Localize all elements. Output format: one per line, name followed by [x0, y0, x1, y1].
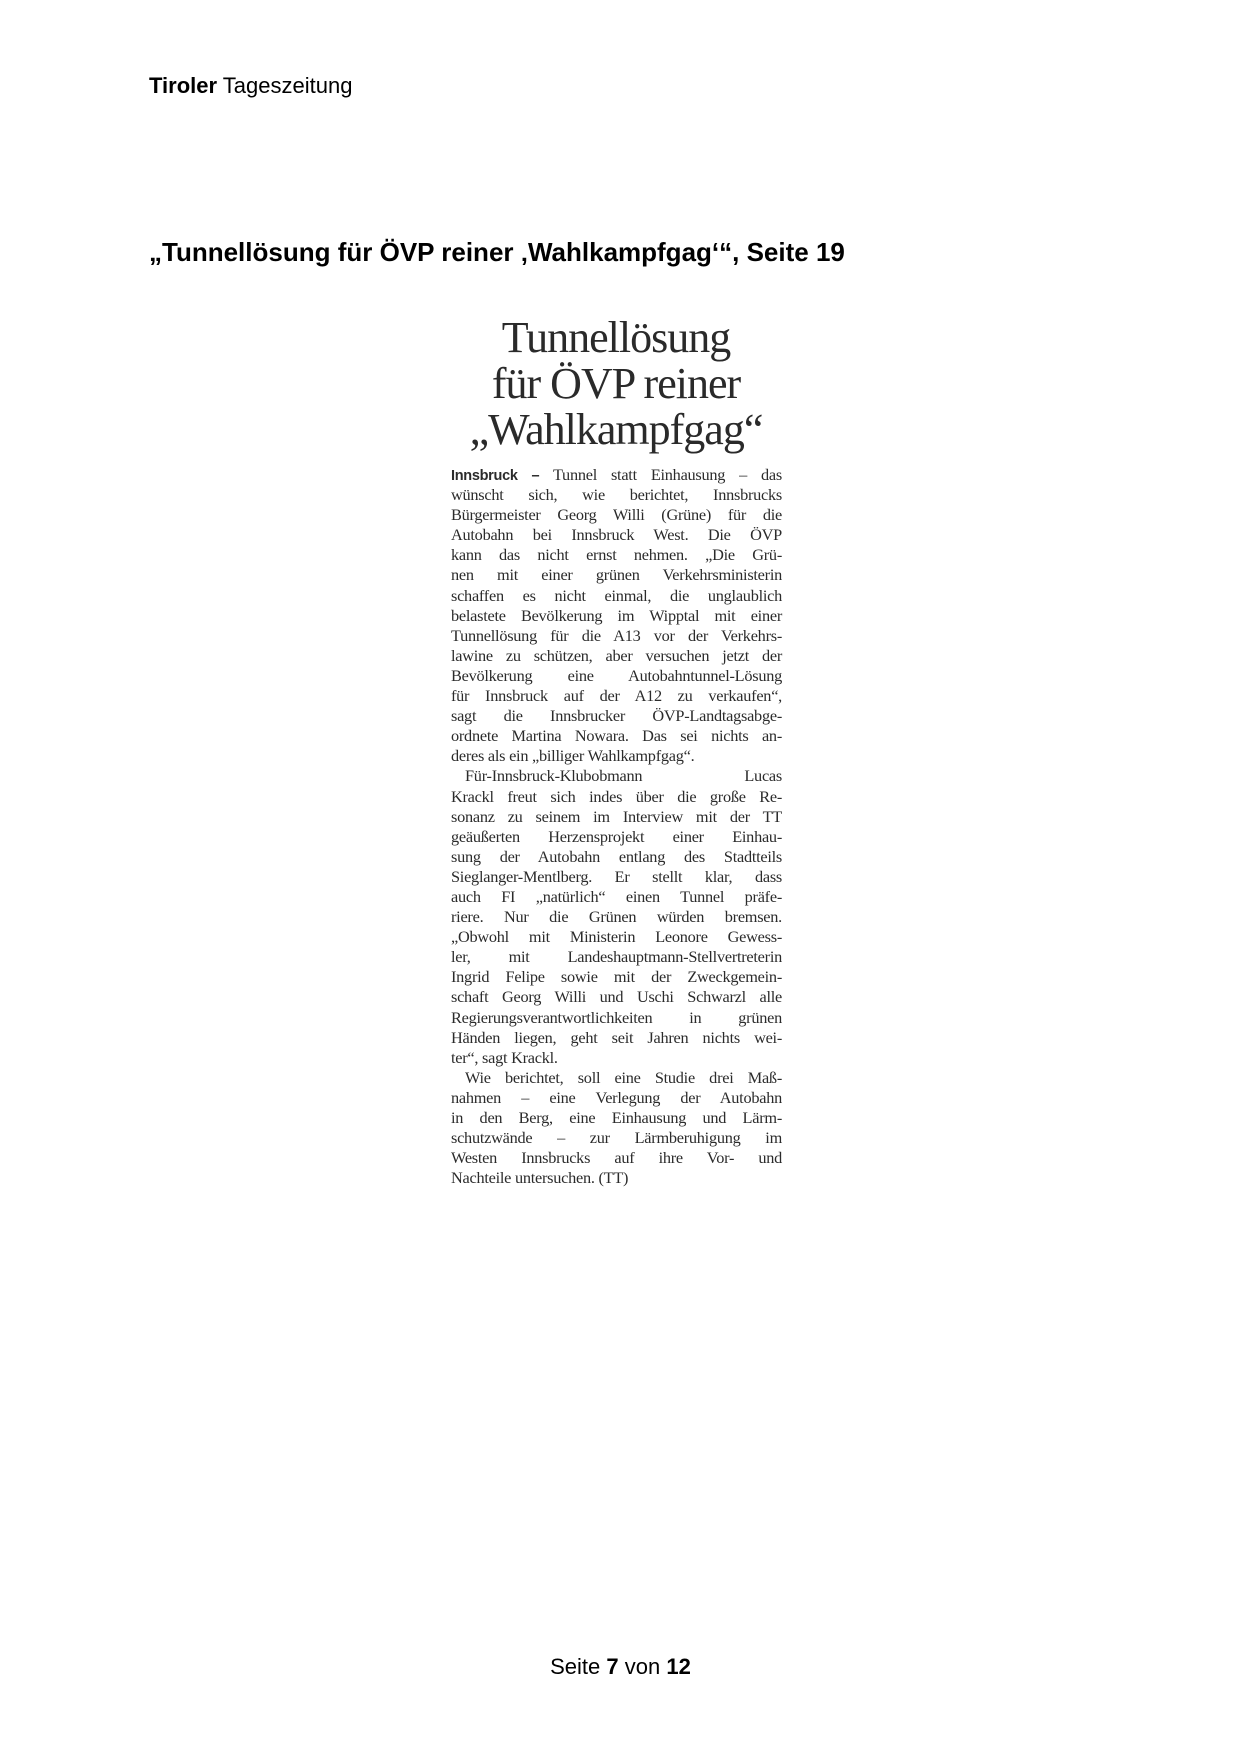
article-line — [451, 787, 782, 807]
brand-bold: Tiroler — [149, 73, 218, 98]
article-line-text: deres als ein „billiger Wahlkampfgag“. — [451, 746, 695, 766]
article-line-text: riere. Nur die Grünen würden bremsen. — [451, 907, 782, 927]
article-line-text: schaft Georg Willi und Uschi Schwarzl alle — [451, 987, 782, 1007]
article-title-line: Tunnellösung — [501, 313, 731, 362]
page-headline: „Tunnellösung für ÖVP reiner ‚Wahlkampfgag‘“, Seite 19 — [149, 237, 845, 267]
article-line-text: sung der Autobahn entlang des Stadtteils — [451, 846, 782, 866]
article-line-text: geäußerten Herzensprojekt einer Einhau- — [451, 826, 782, 846]
page-footer — [0, 1654, 1241, 1680]
article-line — [451, 586, 782, 606]
article-line-text: Ingrid Felipe sowie mit der Zweckgemein- — [451, 967, 782, 987]
footer-middle: von — [624, 1654, 661, 1679]
article-line-text: Händen liegen, geht seit Jahren nichts wei- — [451, 1027, 782, 1047]
article-clipping — [440, 315, 792, 1188]
article-line — [451, 485, 782, 505]
article-line — [451, 706, 782, 726]
article-line-text: „Obwohl mit Ministerin Leonore Gewess- — [451, 927, 782, 947]
article-line — [451, 1148, 782, 1168]
article-line — [451, 525, 782, 545]
article-line-text: ordnete Martina Nowara. Das sei nichts an- — [451, 726, 782, 746]
article-line-text: lawine zu schützen, aber versuchen jetzt der — [451, 645, 782, 665]
article-line — [451, 565, 782, 585]
article-line — [451, 626, 782, 646]
article-line-text: Sieglanger-Mentlberg. Er stellt klar, dass — [451, 866, 782, 886]
article-line — [451, 646, 782, 666]
article-line — [451, 505, 782, 525]
article-line-text: schaffen es nicht einmal, die unglaublich — [451, 585, 782, 605]
footer-prefix: Seite — [550, 1654, 601, 1679]
dateline: Innsbruck – — [451, 468, 540, 484]
article-line-text: ter“, sagt Krackl. — [451, 1047, 558, 1067]
article-line-text: auch FI „natürlich“ einen Tunnel präfe- — [451, 886, 782, 906]
article-line — [451, 927, 782, 947]
article-line-text: Autobahn bei Innsbruck West. Die ÖVP — [451, 525, 782, 545]
article-line-text: Bevölkerung eine Autobahntunnel-Lösung — [451, 665, 782, 685]
article-line — [451, 987, 782, 1007]
article-line-text: sonanz zu seinem im Interview mit der TT — [451, 806, 782, 826]
article-line — [451, 887, 782, 907]
article-line — [451, 686, 782, 706]
newspaper-brand — [149, 73, 352, 99]
article-line-text: sagt die Innsbrucker ÖVP-Landtagsabge- — [451, 706, 782, 726]
article-line — [451, 1168, 782, 1188]
article-line — [451, 726, 782, 746]
article-line — [451, 746, 782, 766]
article-title — [440, 315, 792, 453]
article-line — [451, 947, 782, 967]
article-line-text: nen mit einer grünen Verkehrsministerin — [451, 565, 782, 585]
article-line-text: Für-Innsbruck-Klubobmann Lucas — [465, 766, 782, 786]
article-line — [451, 1108, 782, 1128]
article-line-text: schutzwände – zur Lärmberuhigung im — [451, 1128, 782, 1148]
article-line-text: Nachteile untersuchen. (TT) — [451, 1168, 629, 1188]
article-title-line: für ÖVP reiner — [491, 359, 741, 408]
article-line-text: nahmen – eine Verlegung der Autobahn — [451, 1087, 782, 1107]
current-page: 7 — [606, 1654, 619, 1679]
article-line — [451, 766, 782, 786]
article-line — [451, 465, 782, 485]
article-line — [451, 1028, 782, 1048]
article-line-text: Tunnellösung für die A13 vor der Verkehrs- — [451, 625, 782, 645]
article-line — [451, 1068, 782, 1088]
article-line-text: Krackl freut sich indes über die große Re- — [451, 786, 782, 806]
article-line — [451, 847, 782, 867]
article-line — [451, 606, 782, 626]
article-line — [451, 666, 782, 686]
article-line — [451, 867, 782, 887]
article-line — [451, 907, 782, 927]
article-title-line: „Wahlkampfgag“ — [469, 405, 763, 454]
article-line-text: belastete Bevölkerung im Wipptal mit einer — [451, 605, 782, 625]
article-line-text: Westen Innsbrucks auf ihre Vor- und — [451, 1148, 782, 1168]
article-line — [451, 807, 782, 827]
article-line-text: Wie berichtet, soll eine Studie drei Maß- — [465, 1067, 782, 1087]
article-line-text: Bürgermeister Georg Willi (Grüne) für die — [451, 505, 782, 525]
article-line-text: ler, mit Landeshauptmann-Stellvertreterin — [451, 947, 782, 967]
article-line — [451, 1048, 782, 1068]
article-line-text: Tunnel statt Einhausung – das — [552, 465, 782, 484]
article-line-text: in den Berg, eine Einhausung und Lärm- — [451, 1108, 782, 1127]
article-line — [451, 1008, 782, 1028]
article-line-text: wünscht sich, wie berichtet, Innsbrucks — [451, 485, 782, 505]
article-line — [451, 1088, 782, 1108]
article-line-text: für Innsbruck auf der A12 zu verkaufen“, — [451, 686, 782, 706]
article-line — [451, 967, 782, 987]
article-line — [451, 545, 782, 565]
article-line-text: kann das nicht ernst nehmen. „Die Grü- — [451, 545, 782, 565]
article-body — [451, 465, 782, 1188]
article-line-text: Regierungsverantwortlichkeiten in grünen — [451, 1007, 782, 1027]
article-line — [451, 827, 782, 847]
brand-regular: Tageszeitung — [222, 73, 353, 98]
article-line — [451, 1128, 782, 1148]
total-pages: 12 — [666, 1654, 691, 1679]
